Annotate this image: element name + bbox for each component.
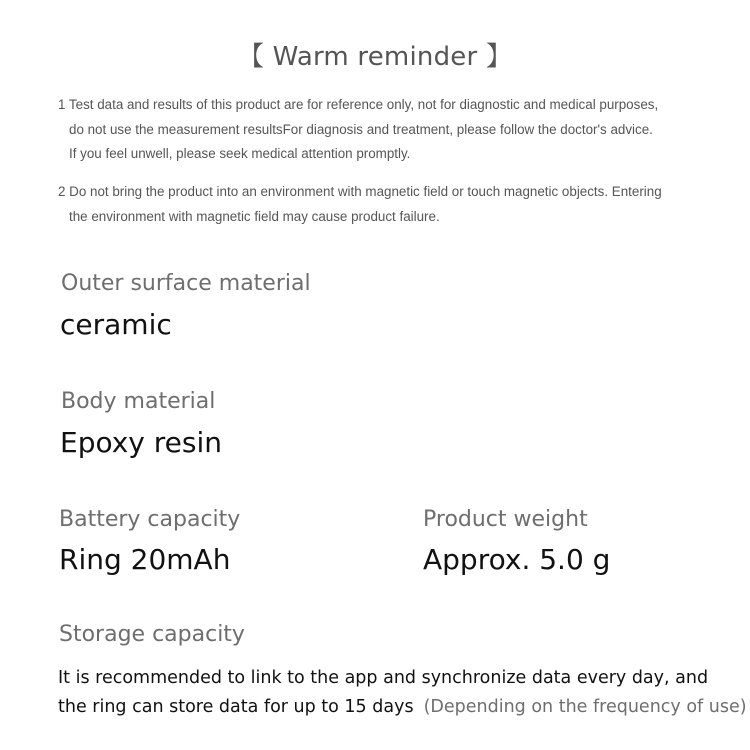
reminder-line: 1 Test data and results of this product are for reference only, not for diagnostic and medical purposes, xyxy=(58,97,659,112)
battery-capacity-value: Ring 20mAh xyxy=(59,543,231,576)
reminder-line: the environment with magnetic field may cause product failure. xyxy=(69,208,440,224)
battery-capacity-label: Battery capacity xyxy=(59,507,241,532)
storage-description-line: It is recommended to link to the app and synchronize data every day, and xyxy=(58,668,709,688)
reminder-line: do not use the measurement resultsFor diagnosis and treatment, please follow the doctor's advice. xyxy=(69,121,653,137)
outer-surface-label: Outer surface material xyxy=(61,271,311,296)
storage-description-line-2 xyxy=(58,697,747,717)
reminder-item-2 xyxy=(58,180,708,229)
product-weight-label: Product weight xyxy=(423,507,588,532)
body-material-label: Body material xyxy=(61,389,216,414)
reminder-line: 2 Do not bring the product into an environment with magnetic field or touch magnetic objects. Entering xyxy=(58,184,662,199)
storage-usage-note: (Depending on the frequency of use) xyxy=(423,697,747,717)
reminder-line: If you feel unwell, please seek medical attention promptly. xyxy=(69,146,411,161)
page-title: 【 Warm reminder 】 xyxy=(237,42,513,72)
product-weight-value: Approx. 5.0 g xyxy=(423,543,611,576)
outer-surface-value: ceramic xyxy=(60,308,172,341)
body-material-value: Epoxy resin xyxy=(60,426,223,459)
storage-description-text: the ring can store data for up to 15 days xyxy=(58,697,414,717)
storage-capacity-label: Storage capacity xyxy=(59,622,245,647)
reminder-item-1 xyxy=(58,93,708,167)
